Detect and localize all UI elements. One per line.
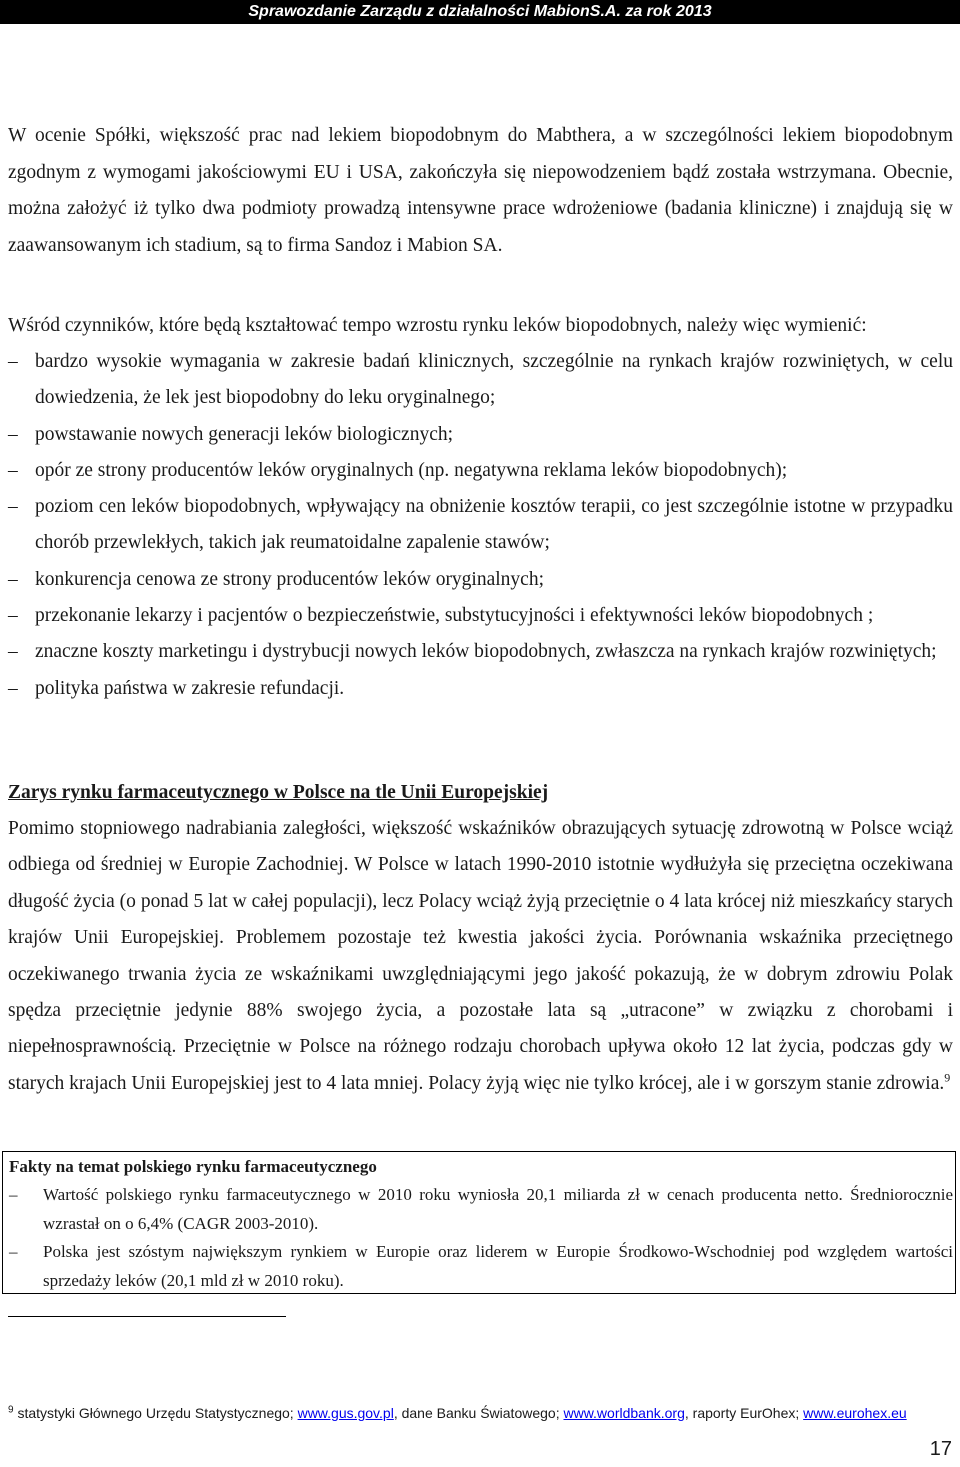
dash-bullet: – — [9, 1185, 18, 1204]
list-item — [8, 489, 953, 562]
dash-bullet: – — [8, 677, 18, 699]
section-heading: Zarys rynku farmaceutycznego w Polsce na tle Unii Europejskiej — [8, 782, 549, 803]
list-item — [8, 417, 953, 453]
facts-box — [2, 1151, 956, 1294]
facts-list — [9, 1181, 953, 1295]
list-item — [8, 344, 953, 417]
list-item — [8, 598, 953, 634]
dash-bullet: – — [8, 605, 18, 627]
link-eurohex[interactable]: www.eurohex.eu — [803, 1405, 907, 1421]
dash-bullet: – — [8, 641, 18, 663]
page-header — [0, 0, 960, 24]
intro-paragraph: W ocenie Spółki, większość prac nad lekiem biopodobnym do Mabthera, a w szczególności lekiem biopodobnym zgodnym z wymogami jakościowymi EU i USA, zakończyła się niepowodzeniem bądź została wstrzymana. Obecnie, można założyć iż tylko dwa podmioty prowadzą intensywne prace wdrożeniowe (badania kliniczne) i znajdują się w zaawansowanym ich stadium, są to firma Sandoz i Mabion SA. — [8, 125, 953, 257]
list-item-text: znaczne koszty marketingu i dystrybucji nowych leków biopodobnych, zwłaszcza na rynkach krajów rozwiniętych; — [35, 641, 937, 663]
page-number: 17 — [929, 1438, 952, 1460]
list-item — [9, 1181, 953, 1238]
fact-text: Polska jest szóstym największym rynkiem w Europie oraz liderem w Europie Środkowo-Wschodniej pod względem wartości sprzedaży leków (20,1 mld zł w 2010 roku). — [43, 1242, 953, 1290]
dash-bullet: – — [8, 568, 18, 590]
factors-intro: Wśród czynników, które będą kształtować tempo wzrostu rynku leków biopodobnych, należy więc wymienić: — [8, 315, 867, 336]
list-item — [8, 634, 953, 670]
dash-bullet: – — [8, 459, 18, 481]
footnote-number: 9 — [8, 1404, 14, 1416]
footnote-text: statystyki Głównego Urzędu Statystycznego; — [13, 1405, 298, 1421]
list-item — [8, 453, 953, 489]
dash-bullet: – — [9, 1242, 18, 1261]
list-item-text: bardzo wysokie wymagania w zakresie badań klinicznych, szczególnie na rynkach krajów rozwiniętych, w celu dowiedzenia, że lek jest biopodobny do leku oryginalnego; — [35, 351, 953, 409]
section-paragraph-text: Pomimo stopniowego nadrabiania zaległości, większość wskaźników obrazujących sytuację zdrowotną w Polsce wciąż odbiega od średniej w Europie Zachodniej. W Polsce w latach 1990-2010 istotnie wydłużyła się przeciętna oczekiwana długość życia (o ponad 5 lat w całej populacji), lecz Polacy wciąż żyją przeciętnie o 4 lata krócej niż mieszkańcy starych krajów Unii Europejskiej. Problemem pozostaje też kwestia jakości życia. Porównania wskaźnika przeciętnego oczekiwanego trwania życia ze wskaźnikami uwzględniającymi jego jakość pokazują, że w dobrym zdrowiu Polak spędza przeciętnie jedynie 88% swojego życia, a pozostałe lata są „utracone” w związku z chorobami i niepełnosprawnością. Przeciętnie w Polsce na różnego rodzaju chorobach upływa około 12 lat życia, podczas gdy w starych krajach Unii Europejskiej jest to 4 lata mniej. Polacy żyją więc nie tylko krócej, ale i w gorszym stanie zdrowia. — [8, 818, 953, 1094]
footnote-reference[interactable]: 9 — [944, 1070, 951, 1085]
footnote-text: , dane Banku Światowego; — [393, 1405, 564, 1421]
footnote-text: , raporty EurOhex; — [684, 1405, 804, 1421]
dash-bullet: – — [8, 496, 18, 518]
list-item-text: powstawanie nowych generacji leków biologicznych; — [35, 423, 454, 445]
list-item-text: polityka państwa w zakresie refundacji. — [35, 677, 345, 699]
dash-bullet: – — [8, 423, 18, 445]
link-worldbank[interactable]: www.worldbank.org — [563, 1405, 685, 1421]
header-title: Sprawozdanie Zarządu z działalności MabionS.A. za rok 2013 — [248, 3, 712, 20]
facts-box-title: Fakty na temat polskiego rynku farmaceutycznego — [9, 1157, 377, 1176]
list-item-text: opór ze strony producentów leków oryginalnych (np. negatywna reklama leków biopodobnych); — [35, 459, 788, 481]
fact-text: Wartość polskiego rynku farmaceutycznego w 2010 roku wyniosła 20,1 miliarda zł w cenach producenta netto. Średniorocznie wzrastał on o 6,4% (CAGR 2003-2010). — [43, 1185, 953, 1233]
list-item-text: poziom cen leków biopodobnych, wpływający na obniżenie kosztów terapii, co jest szczególnie istotne w przypadku chorób przewlekłych, takich jak reumatoidalne zapalenie stawów; — [35, 496, 953, 554]
list-item-text: przekonanie lekarzy i pacjentów o bezpieczeństwie, substytucyjności i efektywności leków biopodobnych ; — [35, 605, 874, 627]
dash-bullet: – — [8, 351, 18, 372]
list-item — [8, 562, 953, 598]
list-item — [9, 1238, 953, 1295]
factors-list — [8, 344, 953, 707]
footnote-separator — [8, 1316, 286, 1317]
list-item-text: konkurencja cenowa ze strony producentów leków oryginalnych; — [35, 568, 544, 590]
list-item — [8, 671, 953, 707]
section-paragraph — [8, 811, 953, 1102]
footnote — [8, 1404, 953, 1422]
link-gus[interactable]: www.gus.gov.pl — [297, 1405, 394, 1421]
